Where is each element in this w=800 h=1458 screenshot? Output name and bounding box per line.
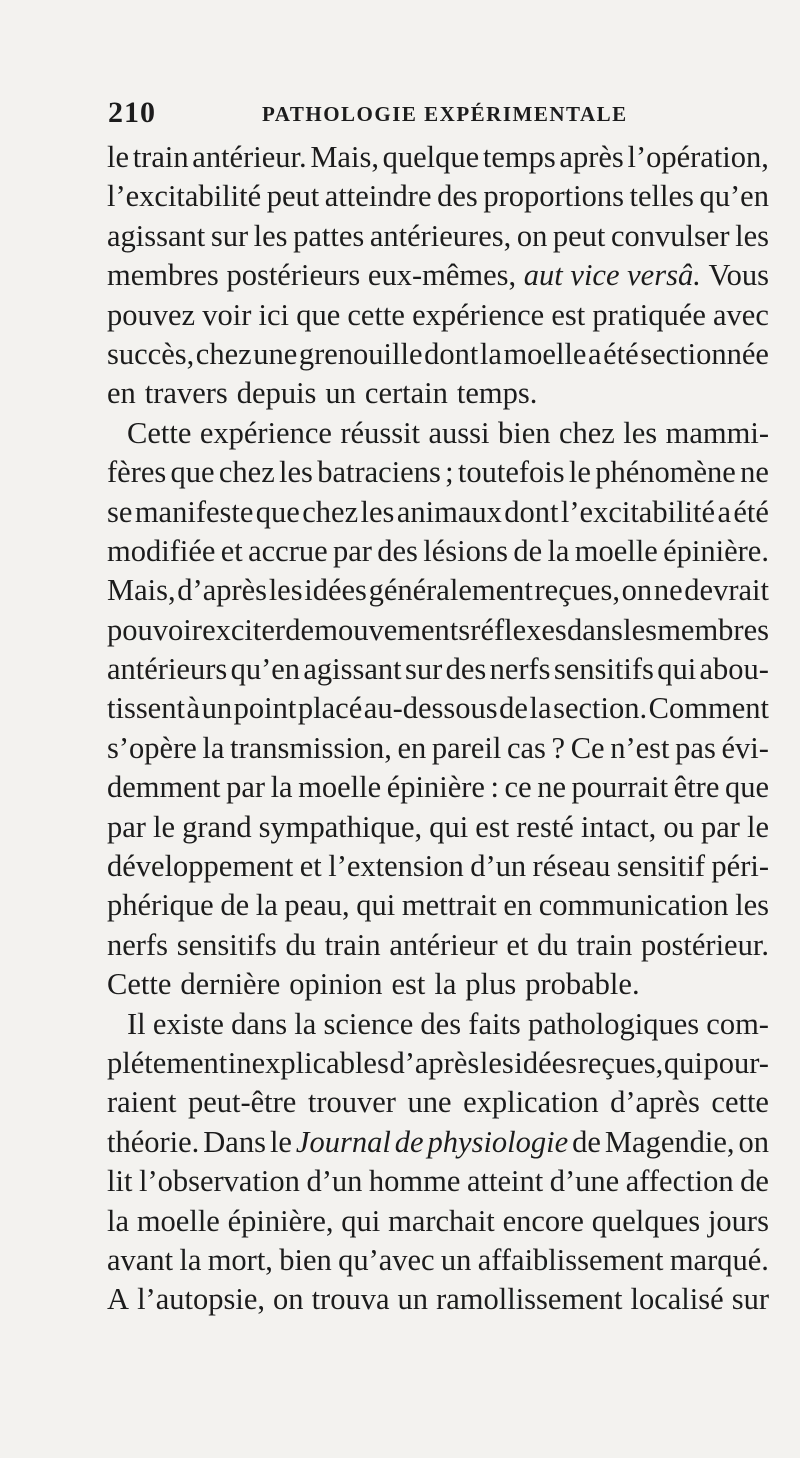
word: épinière xyxy=(386,770,485,805)
word: les xyxy=(253,218,288,253)
word: bien xyxy=(497,415,551,450)
word: ; xyxy=(445,455,454,490)
word: cette xyxy=(347,297,405,332)
text-line xyxy=(107,217,769,256)
word: pourrait xyxy=(571,770,669,805)
word: de xyxy=(285,612,315,647)
word: en xyxy=(397,730,427,765)
word: encore xyxy=(502,1203,584,1238)
word: chez xyxy=(195,336,252,371)
word: moelle xyxy=(136,1203,220,1238)
word: qu’en xyxy=(230,652,301,687)
text-line xyxy=(107,296,769,335)
page-number: 210 xyxy=(108,96,156,129)
text-line xyxy=(107,1241,769,1280)
italic-word: aut xyxy=(523,258,563,293)
word: d’après xyxy=(610,1085,700,1120)
word: opinion xyxy=(289,967,383,1002)
word: telles xyxy=(629,179,694,214)
word: après xyxy=(559,140,624,174)
word: a xyxy=(588,336,602,371)
word: sectionnée xyxy=(640,336,769,371)
word: explication xyxy=(463,1085,599,1120)
word: proportions xyxy=(483,179,624,214)
word: la xyxy=(294,1006,317,1041)
text-line xyxy=(107,1083,769,1122)
word: ne xyxy=(653,573,683,608)
word: ici xyxy=(258,297,290,332)
word: reçues, xyxy=(577,1045,664,1080)
word: temps xyxy=(482,140,556,174)
word: dans xyxy=(567,612,623,647)
word: Ce xyxy=(570,730,605,765)
word: le xyxy=(568,455,591,490)
word: la xyxy=(529,691,552,726)
word: toutefois xyxy=(457,455,565,490)
page-header xyxy=(0,96,800,136)
text-line xyxy=(107,177,769,216)
text-line xyxy=(107,611,769,650)
word: localisé xyxy=(630,1282,724,1317)
word: eux-mêmes, xyxy=(367,258,517,293)
word: qui xyxy=(663,1045,703,1080)
word: les xyxy=(735,218,769,253)
word: moelle xyxy=(503,336,587,371)
word: les xyxy=(479,1045,514,1080)
word: cas xyxy=(506,730,546,765)
word: sur xyxy=(404,652,443,687)
word: devrait xyxy=(684,573,769,608)
word: peut xyxy=(266,179,320,214)
word: que xyxy=(296,297,341,332)
text-line xyxy=(107,1123,769,1162)
word: été xyxy=(733,494,769,529)
word: la xyxy=(107,1203,130,1238)
word: Il xyxy=(127,1006,146,1041)
word: les xyxy=(268,573,303,608)
text-line xyxy=(107,965,769,1004)
word: réflexes xyxy=(470,612,567,647)
word: des xyxy=(420,1006,462,1041)
word: de xyxy=(499,691,528,726)
word: antérieurs xyxy=(107,652,228,687)
word: expérience xyxy=(412,297,545,332)
word: de xyxy=(513,533,543,568)
word: travers xyxy=(144,376,228,411)
text-line xyxy=(107,138,769,177)
word: le xyxy=(107,140,130,174)
word: d’après xyxy=(389,1045,480,1080)
word: d’un xyxy=(470,849,527,884)
word: sur xyxy=(210,218,249,253)
word: à xyxy=(186,691,201,726)
word: transmission, xyxy=(230,730,392,765)
text-line xyxy=(107,1044,769,1083)
text-line xyxy=(107,493,769,532)
word: communication xyxy=(538,888,729,923)
word: est xyxy=(391,967,426,1002)
word: point xyxy=(233,691,297,726)
word: dont xyxy=(504,494,559,529)
word: qui xyxy=(429,809,469,844)
text-line xyxy=(107,886,769,925)
word: intact, xyxy=(580,809,657,844)
word: idées xyxy=(514,1045,578,1080)
word: resté xyxy=(516,809,574,844)
word: manifeste xyxy=(134,494,254,529)
text-line xyxy=(107,926,769,965)
word: trouver xyxy=(307,1085,396,1120)
word: développement xyxy=(107,849,294,884)
word: plus xyxy=(465,967,517,1002)
word: tissent xyxy=(107,691,185,726)
word: théorie. xyxy=(107,1124,200,1159)
word: raient xyxy=(107,1085,177,1120)
word: d’un xyxy=(306,1164,363,1199)
word: affaiblissement xyxy=(477,1242,664,1277)
word: et xyxy=(220,533,243,568)
word: train xyxy=(324,927,381,962)
word: lit xyxy=(107,1164,133,1199)
word: l’extension xyxy=(328,849,464,884)
word: la xyxy=(547,533,570,568)
word: antérieur xyxy=(389,927,498,962)
word: pour- xyxy=(703,1045,769,1080)
word: des xyxy=(437,179,478,214)
word: science xyxy=(323,1006,414,1041)
word: chez xyxy=(218,455,275,490)
word: les xyxy=(735,888,769,923)
word: s’opère xyxy=(107,730,197,765)
word: une xyxy=(253,336,298,371)
word: au-dessous xyxy=(363,691,498,726)
word: ou xyxy=(663,809,694,844)
word: dans xyxy=(231,1006,288,1041)
word: le xyxy=(153,809,176,844)
word: antérieur. xyxy=(192,140,307,174)
word: demment xyxy=(107,770,221,805)
word: épinière, xyxy=(227,1203,334,1238)
word: qu’en xyxy=(699,179,769,214)
word: que xyxy=(255,494,300,529)
word: de xyxy=(220,888,250,923)
word: sensitifs xyxy=(176,927,277,962)
word: qui xyxy=(356,888,396,923)
word: mettrait xyxy=(401,888,497,923)
word: réussit xyxy=(340,415,421,450)
word: existe xyxy=(152,1006,224,1041)
word: temps. xyxy=(456,376,538,411)
word: voir xyxy=(202,297,252,332)
word: membres xyxy=(107,258,219,293)
word: sensitifs xyxy=(553,652,654,687)
text-line xyxy=(107,650,769,689)
word: n’est xyxy=(610,730,670,765)
word: exciter xyxy=(202,612,286,647)
text-line xyxy=(107,374,769,413)
word: mouvements xyxy=(314,612,471,647)
word: Mais, xyxy=(310,140,379,174)
word: être xyxy=(673,770,720,805)
word: l’opération, xyxy=(627,140,769,174)
text-line xyxy=(107,847,769,886)
italic-word: Journal xyxy=(295,1124,391,1159)
word: ? xyxy=(551,730,566,765)
word: se xyxy=(107,494,133,529)
word: de xyxy=(572,1124,601,1159)
word: le xyxy=(269,1124,292,1159)
text-line xyxy=(107,453,769,492)
word: Dans xyxy=(203,1124,266,1159)
word: que xyxy=(724,770,769,805)
word: et xyxy=(299,849,322,884)
word: la xyxy=(179,1242,202,1277)
word: en xyxy=(503,888,533,923)
word: ne xyxy=(740,455,769,490)
word: dernière xyxy=(180,967,281,1002)
word: modifiée xyxy=(107,533,216,568)
word: est xyxy=(475,809,510,844)
text-line xyxy=(107,1005,769,1044)
word: sensitif xyxy=(616,849,705,884)
word: marchait xyxy=(388,1203,495,1238)
word: on xyxy=(273,1282,304,1317)
word: sur xyxy=(731,1282,769,1317)
word: train xyxy=(576,927,633,962)
word: section. xyxy=(553,691,648,726)
word: est xyxy=(551,297,586,332)
word: cette xyxy=(711,1085,769,1120)
word: idées xyxy=(304,573,367,608)
italic-word: versâ. xyxy=(627,258,701,293)
word: été xyxy=(603,336,639,371)
word: du xyxy=(537,927,568,962)
text-line xyxy=(107,414,769,453)
word: Magendie, xyxy=(604,1124,735,1159)
text-line xyxy=(107,256,769,295)
word: et xyxy=(506,927,529,962)
word: succès, xyxy=(107,336,195,371)
word: Vous xyxy=(708,258,769,293)
word: un xyxy=(325,376,356,411)
running-title: PATHOLOGIE EXPÉRIMENTALE xyxy=(262,102,628,126)
word: Cette xyxy=(107,967,172,1002)
word: antérieures, xyxy=(369,218,512,253)
word: jours xyxy=(707,1203,769,1238)
word: par xyxy=(700,809,740,844)
word: reçues, xyxy=(534,573,621,608)
word: des xyxy=(377,533,418,568)
text-line xyxy=(107,768,769,807)
word: depuis xyxy=(236,376,317,411)
word: agissant xyxy=(303,652,402,687)
word: marqué. xyxy=(669,1242,769,1277)
word: aussi xyxy=(428,415,490,450)
word: qui xyxy=(341,1203,381,1238)
word: sympathique, xyxy=(258,809,423,844)
word: d’après xyxy=(177,573,268,608)
word: l’excitabilité xyxy=(107,179,262,214)
word: les xyxy=(623,612,657,647)
word: du xyxy=(285,927,316,962)
word: grenouille xyxy=(298,336,423,371)
word: pathologiques xyxy=(527,1006,700,1041)
word: Comment xyxy=(648,691,769,726)
word: postérieurs xyxy=(226,258,361,293)
word: des xyxy=(445,652,487,687)
text-line xyxy=(107,335,769,374)
text-line xyxy=(107,1280,769,1319)
word: nerfs xyxy=(107,927,168,962)
word: l’autopsie, xyxy=(137,1282,265,1317)
text-line xyxy=(107,532,769,571)
word: par xyxy=(332,533,372,568)
text-line xyxy=(107,689,769,728)
italic-word: physiologie xyxy=(427,1124,569,1159)
word: on xyxy=(738,1124,769,1159)
word: on xyxy=(516,218,548,253)
word: probable. xyxy=(525,967,640,1002)
word: qu’avec xyxy=(338,1242,435,1277)
word: quelques xyxy=(591,1203,701,1238)
word: membres xyxy=(657,612,769,647)
word: les xyxy=(279,455,313,490)
word: la xyxy=(255,888,278,923)
word: convulser xyxy=(610,218,730,253)
word: pratiquée xyxy=(592,297,706,332)
italic-word: vice xyxy=(570,258,620,293)
word: ramollissement xyxy=(436,1282,623,1317)
word: mammi- xyxy=(665,415,769,450)
text-line xyxy=(107,1162,769,1201)
text-line xyxy=(107,808,769,847)
word: que xyxy=(170,455,215,490)
word: phénomène xyxy=(595,455,736,490)
word: com- xyxy=(706,1006,769,1041)
word: trouva xyxy=(311,1282,390,1317)
word: par xyxy=(226,770,266,805)
word: généralement xyxy=(368,573,533,608)
text-line xyxy=(107,729,769,768)
word: avant xyxy=(107,1242,174,1277)
word: lésions xyxy=(423,533,508,568)
word: d’une xyxy=(549,1164,620,1199)
body-text xyxy=(107,138,769,1320)
word: placé xyxy=(297,691,363,726)
word: Mais, xyxy=(107,573,176,608)
text-line xyxy=(107,1202,769,1241)
word: dont xyxy=(424,336,479,371)
word: phérique xyxy=(107,888,214,923)
word: faits xyxy=(468,1006,521,1041)
word: un xyxy=(440,1242,472,1277)
word: pareil xyxy=(431,730,502,765)
word: un xyxy=(201,691,233,726)
word: la xyxy=(434,967,457,1002)
word: les xyxy=(360,494,395,529)
word: peut-être xyxy=(187,1085,297,1120)
word: pas xyxy=(675,730,716,765)
word: pouvez xyxy=(107,297,196,332)
word: certain xyxy=(364,376,448,411)
word: de xyxy=(740,1164,769,1199)
word: plétement xyxy=(107,1045,228,1080)
word: la xyxy=(479,336,502,371)
word: nerfs xyxy=(489,652,551,687)
word: pouvoir xyxy=(107,612,202,647)
word: inexplicables xyxy=(227,1045,389,1080)
word: l’observation xyxy=(138,1164,300,1199)
word: : xyxy=(490,770,499,805)
word: une xyxy=(407,1085,452,1120)
word: train xyxy=(132,140,189,174)
word: par xyxy=(107,809,146,844)
word: avec xyxy=(713,297,769,332)
word: on xyxy=(621,573,653,608)
word: atteint xyxy=(466,1164,544,1199)
word: qui xyxy=(657,652,697,687)
word: postérieur. xyxy=(641,927,769,962)
word: moelle xyxy=(298,770,382,805)
word: la xyxy=(270,770,293,805)
italic-word: de xyxy=(394,1124,424,1159)
word: a xyxy=(717,494,731,529)
word: un xyxy=(397,1282,429,1317)
word: expérience xyxy=(199,415,332,450)
word: en xyxy=(107,376,136,411)
word: mort, xyxy=(207,1242,273,1277)
word: quelque xyxy=(382,140,480,174)
word: homme xyxy=(368,1164,461,1199)
word: affection xyxy=(625,1164,734,1199)
word: bien xyxy=(279,1242,332,1277)
word: Cette xyxy=(127,415,192,450)
word: peau, xyxy=(284,888,350,923)
word: fères xyxy=(107,455,167,490)
word: peut xyxy=(552,218,606,253)
word: moelle xyxy=(574,533,658,568)
word: atteindre xyxy=(324,179,432,214)
word: péri- xyxy=(711,849,769,884)
word: l’excitabilité xyxy=(560,494,716,529)
word: chez xyxy=(558,415,615,450)
word: épinière. xyxy=(663,533,769,568)
word: abou- xyxy=(699,652,769,687)
word: pattes xyxy=(293,218,365,253)
word: animaux xyxy=(396,494,502,529)
word: accrue xyxy=(248,533,328,568)
word: ne xyxy=(537,770,566,805)
word: agissant xyxy=(107,218,206,253)
word: évi- xyxy=(721,730,769,765)
word: grand xyxy=(182,809,252,844)
word: la xyxy=(202,730,225,765)
text-line xyxy=(107,571,769,610)
word: les xyxy=(623,415,658,450)
word: A xyxy=(107,1282,130,1317)
word: chez xyxy=(302,494,359,529)
word: réseau xyxy=(532,849,611,884)
word: le xyxy=(746,809,769,844)
word: ce xyxy=(504,770,532,805)
word: batraciens xyxy=(317,455,441,490)
